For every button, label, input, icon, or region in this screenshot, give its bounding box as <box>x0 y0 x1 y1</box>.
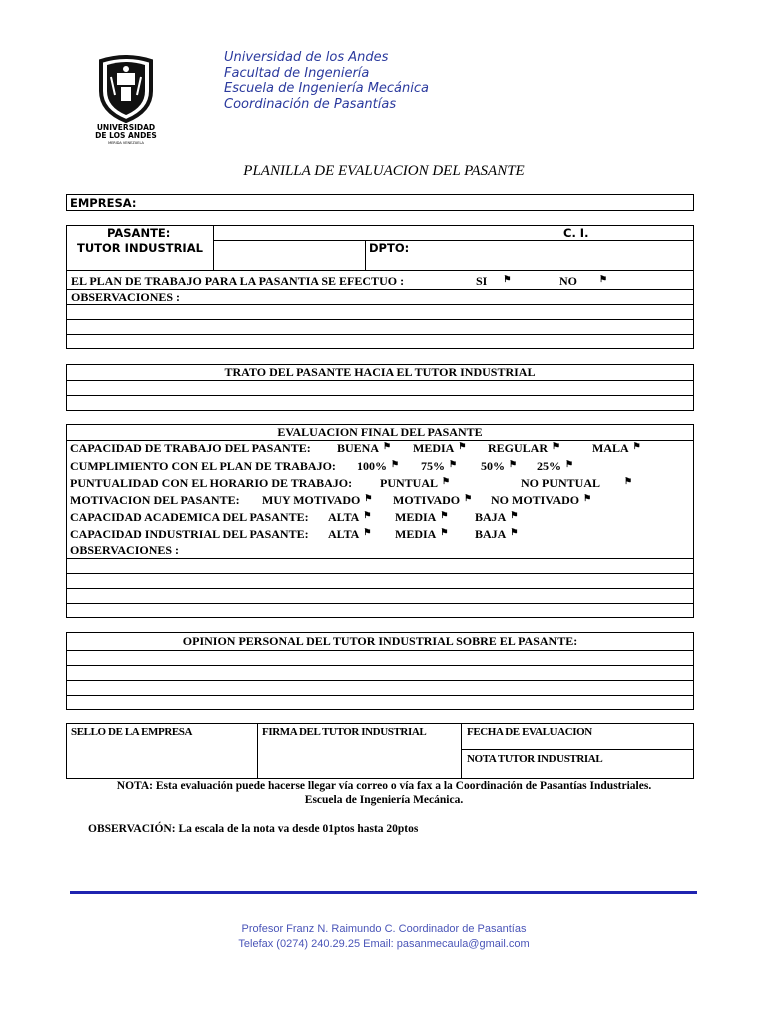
pasante-block <box>66 225 694 271</box>
trato-title: TRATO DEL PASANTE HACIA EL TUTOR INDUSTRIAL <box>224 365 536 379</box>
cumplimiento-label: CUMPLIMIENTO CON EL PLAN DE TRABAJO: <box>70 459 336 473</box>
opt-no-motivado[interactable]: NO MOTIVADO ⚑ <box>491 493 592 507</box>
opt-academica-alta[interactable]: ALTA ⚑ <box>328 510 372 524</box>
logo-text-2: DE LOS ANDES <box>95 131 157 140</box>
opt-industrial-media[interactable]: MEDIA ⚑ <box>395 527 449 541</box>
firma-tutor-field[interactable]: FIRMA DEL TUTOR INDUSTRIAL <box>262 726 427 738</box>
opt-industrial-alta[interactable]: ALTA ⚑ <box>328 527 372 541</box>
plan-trabajo-label: EL PLAN DE TRABAJO PARA LA PASANTIA SE EFECTUO : <box>71 274 405 288</box>
evaluacion-title: EVALUACION FINAL DEL PASANTE <box>277 425 483 439</box>
header-line-university: Universidad de los Andes <box>224 50 389 65</box>
empresa-field[interactable] <box>66 194 694 211</box>
opt-no-puntual[interactable]: NO PUNTUAL ⚑ <box>521 476 633 490</box>
capacidad-academica-label: CAPACIDAD ACADEMICA DEL PASANTE: <box>70 510 309 524</box>
capacidad-industrial-label: CAPACIDAD INDUSTRIAL DEL PASANTE: <box>70 527 309 541</box>
footer-divider <box>70 891 697 894</box>
observaciones-label: OBSERVACIONES : <box>71 290 181 304</box>
opinion-block <box>66 632 694 710</box>
footer-coordinator: Profesor Franz N. Raimundo C. Coordinador de Pasantías <box>241 923 527 935</box>
evaluacion-observaciones-label: OBSERVACIONES : <box>70 543 180 557</box>
nota-line-1: NOTA: Esta evaluación puede hacerse llegar vía correo o vía fax a la Coordinación de Pasantías Industriales. <box>116 780 652 792</box>
institution-header <box>224 50 429 112</box>
footer <box>0 922 768 952</box>
firmas-block <box>66 723 694 779</box>
opt-muy-motivado[interactable]: MUY MOTIVADO ⚑ <box>262 493 373 507</box>
opt-motivado[interactable]: MOTIVADO ⚑ <box>393 493 473 507</box>
logo-text-1: UNIVERSIDAD <box>96 123 156 132</box>
university-seal-logo <box>93 55 159 145</box>
header-line-coordination: Coordinación de Pasantías <box>224 96 397 112</box>
fecha-evaluacion-field[interactable]: FECHA DE EVALUACION <box>467 726 592 738</box>
opinion-title: OPINION PERSONAL DEL TUTOR INDUSTRIAL SOBRE EL PASANTE: <box>182 634 578 648</box>
opt-academica-media[interactable]: MEDIA ⚑ <box>395 510 449 524</box>
plan-trabajo-block <box>66 270 694 349</box>
dpto-label: DPTO: <box>369 241 410 255</box>
opt-25[interactable]: 25% ⚑ <box>537 459 574 473</box>
empresa-label: EMPRESA: <box>70 196 137 210</box>
opt-buena[interactable]: BUENA ⚑ <box>337 441 392 455</box>
opt-regular[interactable]: REGULAR ⚑ <box>488 441 561 455</box>
opt-puntual[interactable]: PUNTUAL ⚑ <box>380 476 451 490</box>
checkbox-icon[interactable]: ⚑ <box>599 274 608 284</box>
ci-label: C. I. <box>563 226 589 240</box>
tutor-industrial-label: TUTOR INDUSTRIAL <box>77 241 203 255</box>
plan-no-option[interactable]: NO ⚑ <box>559 274 608 288</box>
opt-50[interactable]: 50% ⚑ <box>481 459 518 473</box>
checkbox-icon[interactable]: ⚑ <box>503 274 512 284</box>
header-line-faculty: Facultad de Ingeniería <box>224 65 370 81</box>
form-title: PLANILLA DE EVALUACION DEL PASANTE <box>243 163 525 179</box>
opt-mala[interactable]: MALA ⚑ <box>592 441 641 455</box>
plan-si-option[interactable]: SI ⚑ <box>476 274 512 288</box>
opt-media[interactable]: MEDIA ⚑ <box>413 441 467 455</box>
pasante-label: PASANTE: <box>107 226 171 240</box>
observacion-escala: OBSERVACIÓN: La escala de la nota va desde 01ptos hasta 20ptos <box>88 823 419 835</box>
footer-contact: Telefax (0274) 240.29.25 Email: pasanmecaula@gmail.com <box>238 938 530 950</box>
evaluacion-final-block <box>66 424 694 618</box>
sello-empresa-field[interactable]: SELLO DE LA EMPRESA <box>71 726 193 738</box>
opt-75[interactable]: 75% ⚑ <box>421 459 458 473</box>
opt-100[interactable]: 100% ⚑ <box>357 459 400 473</box>
opt-academica-baja[interactable]: BAJA ⚑ <box>475 510 519 524</box>
header-line-school: Escuela de Ingeniería Mecánica <box>224 81 429 96</box>
nota-tutor-field[interactable]: NOTA TUTOR INDUSTRIAL <box>467 753 603 765</box>
logo-text-3: MERIDA VENEZUELA <box>108 141 144 145</box>
nota-line-2: Escuela de Ingeniería Mecánica. <box>304 794 464 806</box>
puntualidad-label: PUNTUALIDAD CON EL HORARIO DE TRABAJO: <box>70 476 353 490</box>
opt-industrial-baja[interactable]: BAJA ⚑ <box>475 527 519 541</box>
trato-block <box>66 364 694 411</box>
motivacion-label: MOTIVACION DEL PASANTE: <box>70 493 240 507</box>
capacidad-trabajo-label: CAPACIDAD DE TRABAJO DEL PASANTE: <box>70 441 311 455</box>
